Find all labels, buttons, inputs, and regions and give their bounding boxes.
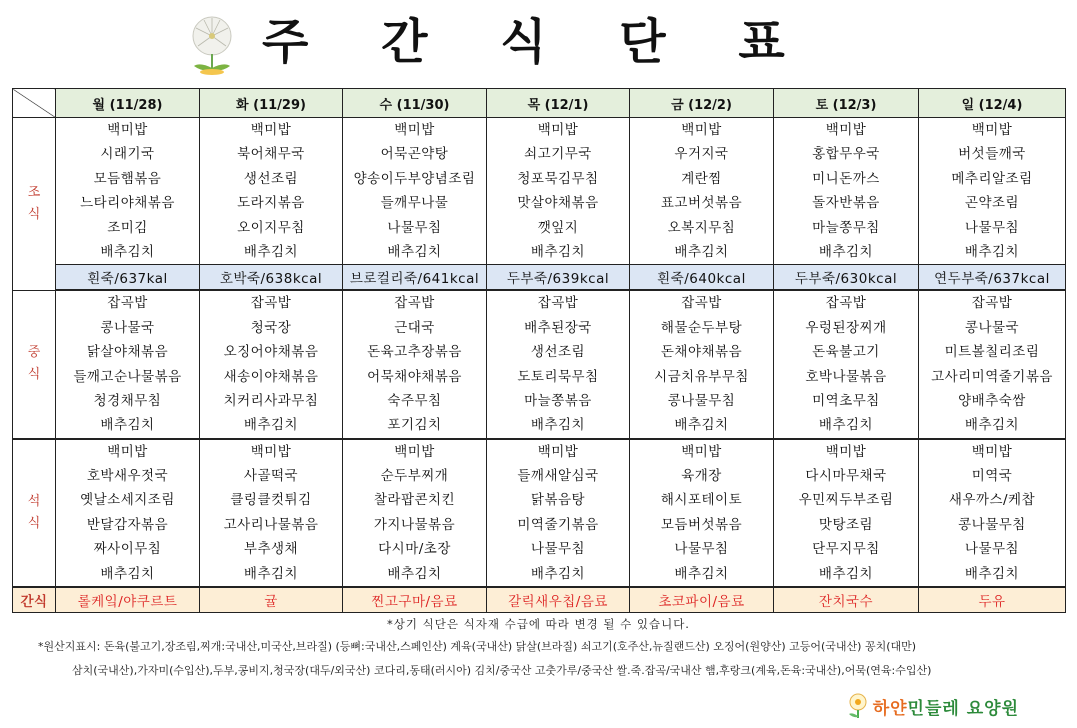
menu-item: 시금치유부무침 — [654, 368, 749, 385]
menu-item: 백미밥 — [825, 443, 867, 460]
menu-item: 잡곡밥 — [971, 295, 1013, 312]
menu-item: 모듬버섯볶음 — [660, 516, 743, 533]
menu-item: 도라지볶음 — [237, 195, 305, 212]
menu-item: 배추김치 — [674, 565, 729, 582]
menu-item: 닭살야채볶음 — [86, 344, 169, 361]
breakfast-cell-sun — [919, 118, 1066, 265]
breakfast-cell-fri — [630, 118, 774, 265]
brand-name: 하얀민들레 요양원 — [872, 698, 1019, 719]
menu-item: 메추리알조림 — [951, 170, 1033, 187]
porridge-thu: 두부죽/639kcal — [487, 265, 630, 291]
menu-item: 배추김치 — [243, 565, 299, 582]
menu-item: 맛살야채볶음 — [517, 195, 599, 212]
menu-item: 클링클컷튀김 — [230, 492, 312, 509]
menu-item: 백미밥 — [537, 443, 579, 460]
menu-item: 백미밥 — [250, 122, 292, 138]
menu-item: 배추김치 — [674, 417, 729, 434]
breakfast-cell-tue — [200, 118, 343, 265]
breakfast-cell-mon — [56, 118, 200, 265]
menu-item: 배추김치 — [818, 417, 874, 434]
menu-item: 반달감자볶음 — [86, 516, 169, 533]
porridge-tue: 호박죽/638kcal — [200, 265, 343, 291]
porridge-fri: 흰죽/640kcal — [630, 265, 774, 291]
menu-item: 나물무침 — [964, 541, 1020, 558]
menu-item: 백미밥 — [971, 122, 1013, 138]
breakfast-cell-wed — [343, 118, 487, 265]
menu-item: 마늘쫑무침 — [812, 219, 880, 236]
menu-item: 가지나물볶음 — [373, 516, 456, 533]
menu-item: 생선조림 — [243, 170, 299, 187]
porridge-wed: 브로컬리죽/641kcal — [343, 265, 487, 291]
menu-item: 잡곡밥 — [825, 295, 867, 312]
menu-item: 양송이두부양념조림 — [353, 170, 476, 187]
menu-item: 우렁된장찌개 — [805, 319, 887, 336]
menu-item: 백미밥 — [537, 122, 579, 138]
menu-item: 배추된장국 — [524, 319, 592, 336]
menu-item: 배추김치 — [964, 417, 1020, 434]
snack-fri: 초코파이/음료 — [630, 587, 774, 613]
menu-item: 콩나물무침 — [958, 516, 1026, 533]
day-header-sun: 일 (12/4) — [919, 89, 1066, 118]
menu-item: 백미밥 — [107, 122, 148, 138]
menu-item: 어묵곤약탕 — [380, 146, 449, 163]
lunch-cell-fri — [630, 290, 774, 438]
menu-item: 오징어야채볶음 — [223, 344, 319, 361]
menu-item: 미역국 — [971, 468, 1013, 485]
dinner-cell-mon — [56, 439, 200, 587]
day-header-thu: 목 (12/1) — [487, 89, 630, 118]
menu-item: 나물무침 — [674, 541, 729, 558]
menu-item: 콩나물무침 — [667, 392, 736, 409]
dandelion-icon — [188, 14, 236, 76]
change-notice: *상기 식단은 식자재 수급에 따라 변경 될 수 있습니다. — [387, 617, 690, 631]
menu-item: 배추김치 — [674, 243, 729, 260]
menu-item: 어묵채야채볶음 — [367, 368, 462, 385]
menu-item: 배추김치 — [530, 243, 586, 260]
menu-item: 미역줄기볶음 — [517, 516, 599, 533]
menu-item: 배추김치 — [100, 243, 155, 260]
menu-item: 다시마무채국 — [805, 468, 887, 485]
menu-item: 잡곡밥 — [537, 295, 579, 312]
menu-item: 돌자반볶음 — [812, 195, 880, 212]
menu-item: 잡곡밥 — [250, 295, 292, 312]
day-header-fri: 금 (12/2) — [630, 89, 774, 118]
menu-item: 쇠고기무국 — [524, 146, 592, 163]
menu-item: 맛탕조림 — [818, 516, 874, 533]
menu-item: 미트볼칠리조림 — [944, 344, 1040, 361]
title-area — [0, 0, 1077, 90]
menu-item: 고사리나물볶음 — [223, 516, 319, 533]
menu-item: 청국장 — [250, 319, 292, 336]
menu-item: 근대국 — [394, 319, 435, 336]
brand-logo — [847, 692, 1019, 720]
menu-item: 해물순두부탕 — [660, 319, 743, 336]
menu-item: 들깨무나물 — [380, 195, 449, 212]
menu-item: 양배추숙쌈 — [958, 392, 1026, 409]
menu-item: 닭볶음탕 — [530, 492, 586, 509]
menu-item: 배추김치 — [818, 243, 874, 260]
snack-thu: 갈릭새우칩/음료 — [487, 587, 630, 613]
page-title: 주 간 식 단 표 — [262, 14, 813, 70]
menu-item: 새우까스/케찹 — [948, 492, 1036, 509]
lunch-row — [13, 290, 1066, 438]
menu-item: 육개장 — [681, 468, 722, 485]
menu-item: 포기김치 — [387, 417, 442, 434]
dinner-cell-sun — [919, 439, 1066, 587]
menu-item: 배추김치 — [243, 417, 299, 434]
menu-item: 우민찌두부조림 — [798, 492, 894, 509]
menu-item: 백미밥 — [250, 443, 292, 460]
lunch-cell-sun — [919, 290, 1066, 438]
menu-item: 오이지무침 — [237, 219, 305, 236]
dinner-cell-tue — [200, 439, 343, 587]
lunch-cell-tue — [200, 290, 343, 438]
lunch-label: 중 식 — [13, 290, 56, 438]
menu-item: 나물무침 — [964, 219, 1020, 236]
menu-item: 백미밥 — [681, 443, 722, 460]
menu-item: 백미밥 — [971, 443, 1013, 460]
menu-item: 미니돈까스 — [812, 170, 880, 187]
menu-item: 부추생채 — [243, 541, 299, 558]
menu-item: 배추김치 — [100, 565, 155, 582]
lunch-cell-sat — [774, 290, 919, 438]
snack-tue: 귤 — [200, 587, 343, 613]
menu-item: 다시마/초장 — [378, 541, 451, 558]
menu-item: 표고버섯볶음 — [660, 195, 743, 212]
menu-item: 짜사이무침 — [93, 541, 162, 558]
menu-item: 미역초무침 — [812, 392, 880, 409]
menu-item: 옛날소세지조림 — [80, 492, 175, 509]
menu-item: 조미김 — [107, 219, 148, 236]
menu-item: 백미밥 — [681, 122, 722, 138]
snack-mon: 롤케잌/야쿠르트 — [56, 587, 200, 613]
breakfast-row — [13, 118, 1066, 265]
menu-item: 잡곡밥 — [394, 295, 435, 312]
day-header-mon: 월 (11/28) — [56, 89, 200, 118]
snack-sat: 잔치국수 — [774, 587, 919, 613]
dinner-cell-wed — [343, 439, 487, 587]
menu-item: 들깨고순나물볶음 — [73, 368, 182, 385]
lunch-cell-thu — [487, 290, 630, 438]
menu-item: 곤약조림 — [964, 195, 1020, 212]
menu-item: 잡곡밥 — [681, 295, 722, 312]
lunch-cell-wed — [343, 290, 487, 438]
dinner-row — [13, 439, 1066, 587]
menu-item: 백미밥 — [107, 443, 148, 460]
menu-item: 배추김치 — [530, 565, 586, 582]
dinner-cell-sat — [774, 439, 919, 587]
menu-item: 배추김치 — [387, 243, 442, 260]
menu-item: 배추김치 — [818, 565, 874, 582]
menu-item: 돈육고추장볶음 — [367, 344, 462, 361]
menu-item: 청경채무침 — [93, 392, 162, 409]
menu-item: 깻잎지 — [537, 219, 579, 236]
snack-sun: 두유 — [919, 587, 1066, 613]
breakfast-cell-thu — [487, 118, 630, 265]
snack-row — [13, 587, 1066, 613]
porridge-sun: 연두부죽/637kcal — [919, 265, 1066, 291]
menu-item: 나물무침 — [530, 541, 586, 558]
porridge-row — [13, 265, 1066, 291]
menu-item: 도토리묵무침 — [517, 368, 599, 385]
menu-item: 배추김치 — [964, 565, 1020, 582]
dinner-label: 석 식 — [13, 439, 56, 587]
snack-wed: 찐고구마/음료 — [343, 587, 487, 613]
menu-item: 배추김치 — [100, 417, 155, 434]
menu-item: 치커리사과무침 — [223, 392, 319, 409]
porridge-sat: 두부죽/630kcal — [774, 265, 919, 291]
porridge-mon: 흰죽/637kal — [56, 265, 200, 291]
menu-item: 생선조림 — [530, 344, 586, 361]
menu-item: 사골떡국 — [243, 468, 299, 485]
menu-item: 백미밥 — [394, 122, 435, 138]
menu-item: 순두부찌개 — [380, 468, 449, 485]
dandelion-logo-icon — [847, 693, 869, 719]
menu-item: 북어채무국 — [237, 146, 305, 163]
menu-item: 해시포테이토 — [660, 492, 743, 509]
menu-item: 배추김치 — [530, 417, 586, 434]
menu-item: 호박나물볶음 — [805, 368, 887, 385]
menu-item: 배추김치 — [387, 565, 442, 582]
snack-label: 간식 — [13, 587, 56, 613]
menu-item: 배추김치 — [964, 243, 1020, 260]
menu-item: 숙주무침 — [387, 392, 442, 409]
day-header-wed: 수 (11/30) — [343, 89, 487, 118]
menu-item: 백미밥 — [825, 122, 867, 138]
menu-item: 고사리미역줄기볶음 — [931, 368, 1053, 385]
dinner-cell-thu — [487, 439, 630, 587]
menu-item: 돈육불고기 — [812, 344, 880, 361]
menu-item: 콩나물국 — [964, 319, 1020, 336]
menu-item: 배추김치 — [243, 243, 299, 260]
menu-item: 들깨새알심국 — [517, 468, 599, 485]
menu-item: 버섯들깨국 — [958, 146, 1026, 163]
menu-item: 오복지무침 — [667, 219, 736, 236]
menu-item: 홍합무우국 — [812, 146, 880, 163]
menu-item: 느타리야채볶음 — [80, 195, 175, 212]
weekly-menu-table — [12, 88, 1066, 613]
menu-item: 나물무침 — [387, 219, 442, 236]
origin-info-line2: 삼치(국내산),가자미(수입산),두부,콩비지,청국장(대두/외국산) 코다리,동태(러시아) 김치/중국산 고춧가루/중국산 쌀.죽.잡곡/국내산 햄,후랑크(계육,돈육:국내산),어묵(연육:수입산) — [72, 664, 932, 677]
menu-item: 돈채야채볶음 — [660, 344, 743, 361]
day-header-sat: 토 (12/3) — [774, 89, 919, 118]
menu-item: 찰라팝콘치킨 — [373, 492, 456, 509]
corner-cell — [13, 89, 56, 118]
dinner-cell-fri — [630, 439, 774, 587]
menu-item: 단무지무침 — [812, 541, 880, 558]
menu-item: 백미밥 — [394, 443, 435, 460]
menu-item: 콩나물국 — [100, 319, 155, 336]
menu-item: 새송이야채볶음 — [223, 368, 319, 385]
lunch-cell-mon — [56, 290, 200, 438]
menu-item: 시래기국 — [100, 146, 155, 163]
menu-item: 마늘쫑볶음 — [524, 392, 592, 409]
menu-item: 청포묵김무침 — [517, 170, 599, 187]
breakfast-cell-sat — [774, 118, 919, 265]
menu-item: 모듬햄볶음 — [93, 170, 162, 187]
day-header-tue: 화 (11/29) — [200, 89, 343, 118]
day-header-row — [13, 89, 1066, 118]
menu-item: 우거지국 — [674, 146, 729, 163]
menu-item: 호박새우젓국 — [86, 468, 169, 485]
origin-info-line1: *원산지표시: 돈육(불고기,장조림,찌개:국내산,미국산,브라질) (등뼈:국내산,스페인산) 계육(국내산) 닭살(브라질) 쇠고기(호주산,뉴질랜드산) 오징어(원양산) 고등어(국내산) 꽁치(대만) — [38, 640, 917, 653]
menu-item: 계란찜 — [681, 170, 722, 187]
breakfast-label: 조 식 — [13, 118, 56, 291]
menu-item: 잡곡밥 — [107, 295, 148, 312]
